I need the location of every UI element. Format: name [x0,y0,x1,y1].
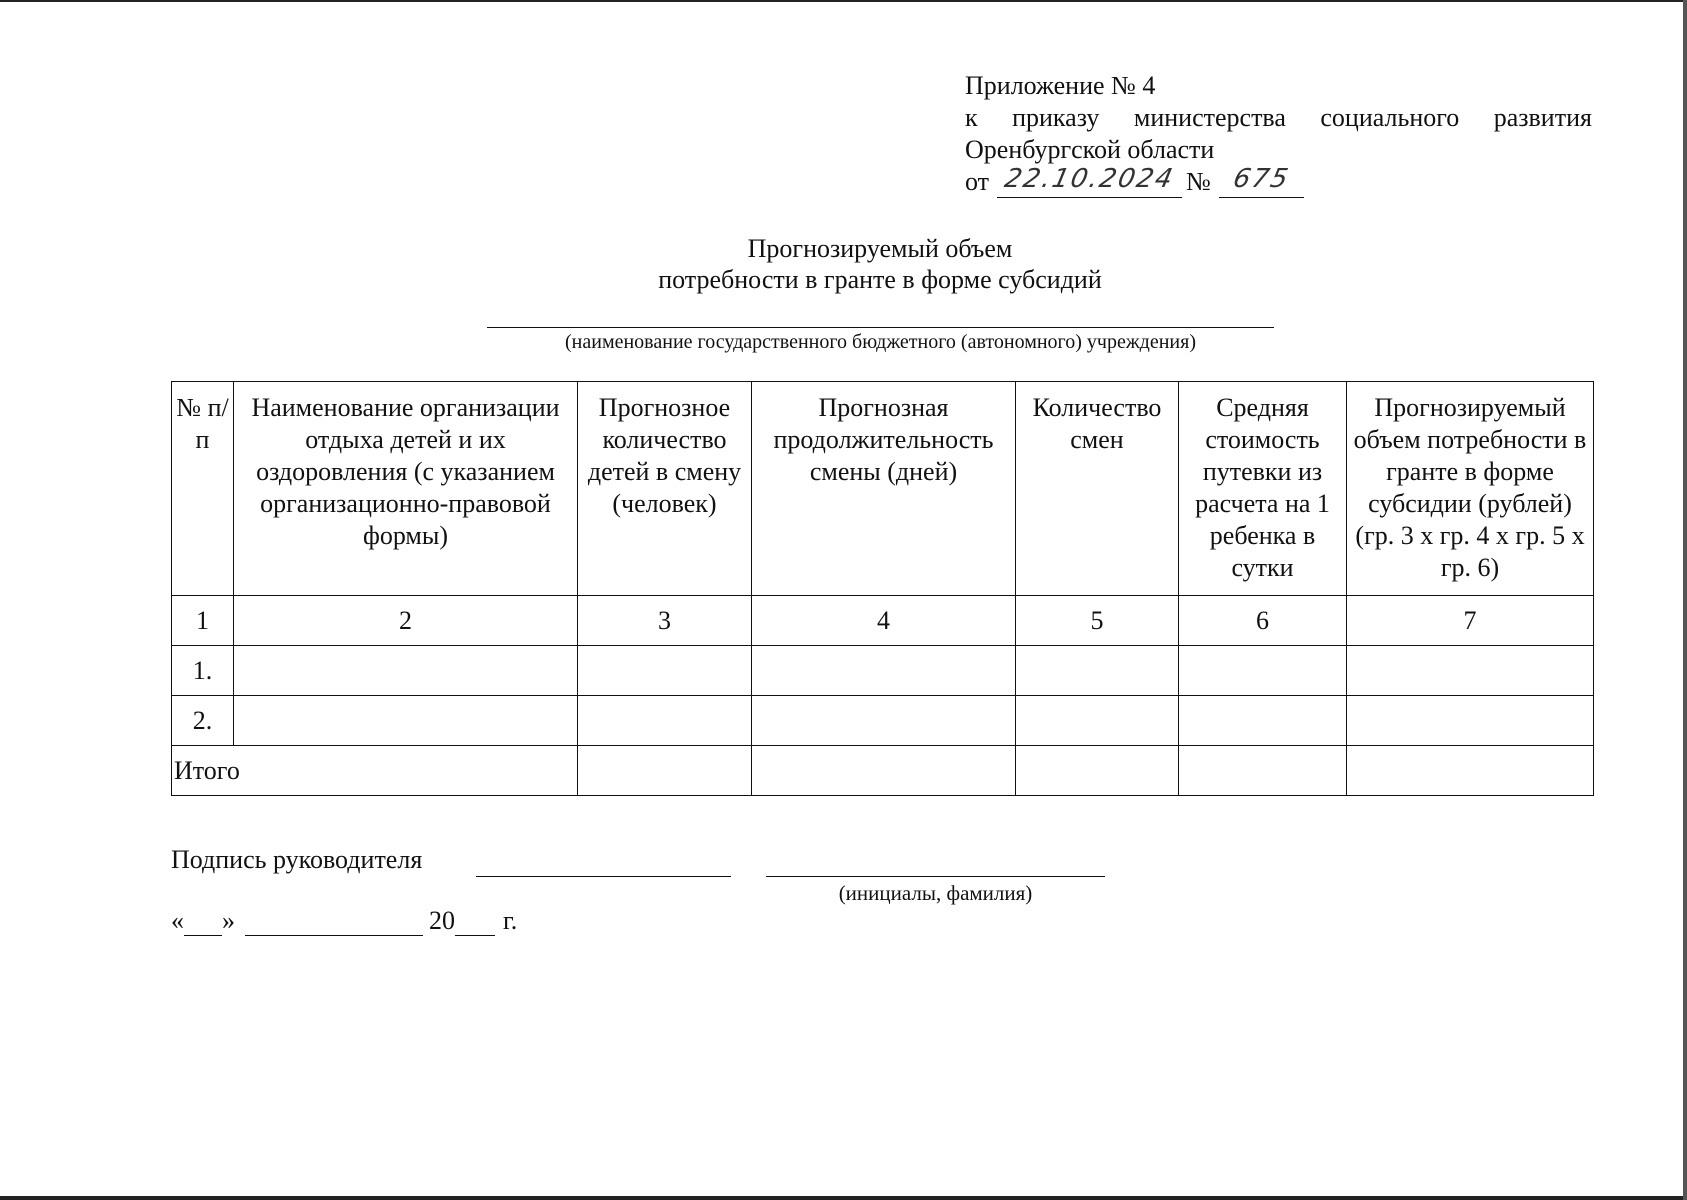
annex-block [965,70,1592,198]
table-cell[interactable] [752,696,1016,746]
signature-date-row [171,906,517,936]
table-cell[interactable] [1016,746,1179,796]
column-number: 6 [1179,596,1347,646]
table-cell[interactable] [1016,646,1179,696]
annex-word: социального [1320,103,1460,132]
number-label: № [1186,167,1211,196]
table-header-row [172,382,1594,596]
column-number: 4 [752,596,1016,646]
table-cell[interactable] [1179,646,1347,696]
grant-table [171,381,1594,796]
column-number: 2 [234,596,578,646]
scan-edge-top [0,0,1687,2]
institution-caption: (наименование государственного бюджетного (автономного) учреждения) [565,331,1196,353]
table-row [172,696,1594,746]
year-blank[interactable] [455,909,495,936]
annex-word: министерства [1133,103,1286,132]
total-label: Итого [172,746,578,796]
document-heading [560,233,1200,295]
initials-caption: (инициалы, фамилия) [838,881,1033,905]
row-number: 1. [172,646,234,696]
table-cell[interactable] [1347,646,1594,696]
table-cell[interactable] [752,746,1016,796]
total-row [172,746,1594,796]
column-number: 1 [172,596,234,646]
column-number: 7 [1347,596,1594,646]
table-cell[interactable] [752,646,1016,696]
signature-label: Подпись руководителя [171,845,423,874]
annex-date-row [965,166,1592,198]
heading-line-1: Прогнозируемый объем [747,234,1013,263]
row-number: 2. [172,696,234,746]
header-cell: Количество смен [1016,382,1179,596]
day-blank[interactable] [184,909,222,936]
annex-word: развития [1493,103,1592,132]
month-blank[interactable] [245,909,423,936]
column-number: 3 [578,596,752,646]
number-field [1219,164,1304,198]
header-cell: Средняя стоимость путевки из расчета на 1 ребенка в сутки [1179,382,1347,596]
table-cell[interactable] [1347,746,1594,796]
institution-name-line[interactable] [487,327,1274,328]
scan-edge-right [1683,0,1687,1200]
header-cell: Прогнозируемый объем потребности в гранте в форме субсидии (рублей) (гр. 3 х гр. 4 х гр. 5 х гр. 6) [1347,382,1594,596]
annex-word: к [965,103,978,132]
table-cell[interactable] [234,696,578,746]
table-cell[interactable] [578,696,752,746]
table-cell[interactable] [234,646,578,696]
signature-line[interactable] [476,876,731,877]
handwritten-number: 675 [1230,164,1293,194]
from-label: от [965,167,990,196]
table-cell[interactable] [1016,696,1179,746]
header-cell: Прогнозное количество детей в смену (человек) [578,382,752,596]
initials-line[interactable] [766,876,1105,877]
open-quote: « [171,906,184,935]
year-suffix: г. [503,906,518,935]
column-number: 5 [1016,596,1179,646]
date-field [997,164,1182,198]
handwritten-date: 22.10.2024 [1001,164,1178,194]
annex-region: Оренбургской области [965,135,1215,164]
header-cell: Прогнозная продолжительность смены (дней) [752,382,1016,596]
scan-edge-bottom [0,1196,1687,1200]
table-row [172,646,1594,696]
annex-word: приказу [1012,103,1100,132]
table-cell[interactable] [578,646,752,696]
table-cell[interactable] [1347,696,1594,746]
header-cell: Наименование организации отдыха детей и их оздоровления (с указанием организационно-правовой формы) [234,382,578,596]
year-prefix: 20 [429,906,455,935]
column-number-row [172,596,1594,646]
close-quote: » [222,906,235,935]
table-cell[interactable] [578,746,752,796]
table-cell[interactable] [1179,746,1347,796]
table-cell[interactable] [1179,696,1347,746]
header-cell: № п/п [172,382,234,596]
annex-title: Приложение № 4 [965,71,1156,100]
annex-order-line [965,102,1592,134]
heading-line-2: потребности в гранте в форме субсидий [658,265,1102,294]
